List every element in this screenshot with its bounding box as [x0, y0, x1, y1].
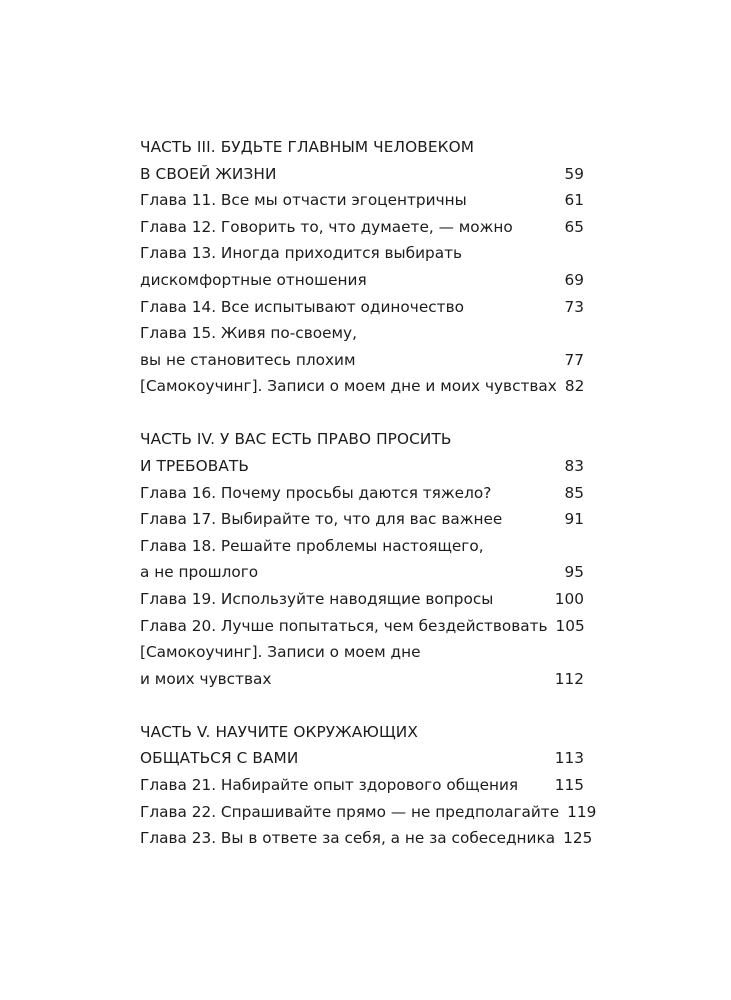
toc-entry-page: 95 [564, 563, 584, 582]
toc-entry-page: 113 [554, 749, 584, 768]
toc-entry[interactable] [140, 240, 584, 267]
toc-entry-title: Глава 14. Все испытывают одиночество [140, 297, 464, 316]
toc-entry[interactable] [140, 426, 584, 453]
toc-entry-title: Глава 19. Используйте наводящие вопросы [140, 590, 494, 608]
toc-entry-title: Глава 13. Иногда приходится выбирать [140, 244, 463, 263]
toc-entry-page: 83 [564, 457, 584, 476]
toc-entry-page: 73 [564, 297, 584, 316]
toc-entry[interactable] [140, 559, 584, 586]
toc-entry-title: вы не становитесь плохим [140, 350, 356, 369]
toc-entry-page: 85 [564, 483, 584, 502]
toc-entry[interactable] [140, 161, 584, 188]
table-of-contents [140, 134, 597, 852]
toc-entry-title: Глава 15. Живя по-своему, [140, 324, 357, 343]
toc-entry[interactable] [140, 267, 584, 294]
toc-entry-title: Глава 17. Выбирайте то, что для вас важнее [140, 510, 503, 529]
toc-section-part-4 [140, 426, 584, 692]
toc-entry-page: 61 [564, 191, 584, 210]
toc-entry-title: Глава 21. Набирайте опыт здорового общения [140, 776, 519, 795]
toc-entry[interactable] [140, 320, 584, 347]
toc-entry-title: Глава 16. Почему просьбы даются тяжело? [140, 483, 492, 502]
toc-entry[interactable] [140, 772, 584, 799]
toc-entry[interactable] [140, 480, 584, 507]
toc-entry-title: Глава 18. Решайте проблемы настоящего, [140, 536, 484, 555]
toc-entry-title: а не прошлого [140, 563, 259, 582]
toc-entry[interactable] [140, 347, 584, 374]
toc-section-part-5 [140, 719, 597, 852]
toc-entry-page: 100 [554, 590, 584, 608]
toc-entry-title: и моих чувствах [140, 669, 272, 688]
toc-entry-title: ЧАСТЬ IV. У ВАС ЕСТЬ ПРАВО ПРОСИТЬ [140, 430, 452, 449]
toc-entry-page: 91 [564, 510, 584, 529]
toc-entry-title: И ТРЕБОВАТЬ [140, 457, 249, 476]
toc-entry-page: 125 [563, 829, 593, 848]
toc-entry-page: 69 [564, 270, 584, 289]
toc-entry-page: 112 [554, 669, 584, 688]
toc-entry-title: Глава 11. Все мы отчасти эгоцентричны [140, 191, 467, 210]
toc-entry-title: В СВОЕЙ ЖИЗНИ [140, 164, 277, 183]
toc-entry[interactable] [140, 453, 584, 480]
toc-entry[interactable] [140, 533, 584, 560]
toc-entry-title: Глава 23. Вы в ответе за себя, а не за собеседника [140, 829, 556, 848]
toc-entry-page: 82 [564, 377, 585, 396]
toc-entry-page: 65 [564, 217, 584, 236]
toc-entry[interactable] [140, 506, 584, 533]
toc-entry-title: ЧАСТЬ III. БУДЬТЕ ГЛАВНЫМ ЧЕЛОВЕКОМ [140, 138, 475, 156]
toc-entry[interactable] [140, 613, 584, 640]
toc-entry[interactable] [140, 719, 584, 746]
toc-entry[interactable] [140, 586, 584, 613]
toc-entry[interactable] [140, 666, 584, 693]
toc-entry-page: 59 [564, 164, 584, 183]
toc-entry[interactable] [140, 639, 584, 666]
toc-entry-page: 105 [555, 616, 585, 635]
toc-entry[interactable] [140, 373, 584, 400]
toc-entry[interactable] [140, 214, 584, 241]
toc-entry-page: 77 [564, 350, 584, 369]
toc-entry-title: ОБЩАТЬСЯ С ВАМИ [140, 749, 299, 768]
toc-entry-title: [Самокоучинг]. Записи о моем дне [140, 643, 421, 662]
toc-entry-title: [Самокоучинг]. Записи о моем дне и моих чувствах [140, 377, 557, 396]
toc-entry[interactable] [140, 825, 593, 852]
toc-entry[interactable] [140, 134, 584, 161]
toc-entry[interactable] [140, 799, 597, 826]
toc-entry[interactable] [140, 187, 584, 214]
toc-entry-page: 115 [554, 776, 584, 795]
toc-entry-title: ЧАСТЬ V. НАУЧИТЕ ОКРУЖАЮЩИХ [140, 722, 418, 741]
toc-entry-title: Глава 20. Лучше попытаться, чем бездействовать [140, 616, 548, 635]
toc-entry-title: Глава 12. Говорить то, что думаете, — можно [140, 217, 513, 236]
toc-entry-title: дискомфортные отношения [140, 270, 367, 289]
toc-entry-title: Глава 22. Спрашивайте прямо — не предполагайте [140, 802, 560, 821]
toc-entry[interactable] [140, 745, 584, 772]
toc-section-part-3 [140, 134, 584, 400]
toc-entry[interactable] [140, 294, 584, 321]
toc-entry-page: 119 [567, 802, 597, 821]
